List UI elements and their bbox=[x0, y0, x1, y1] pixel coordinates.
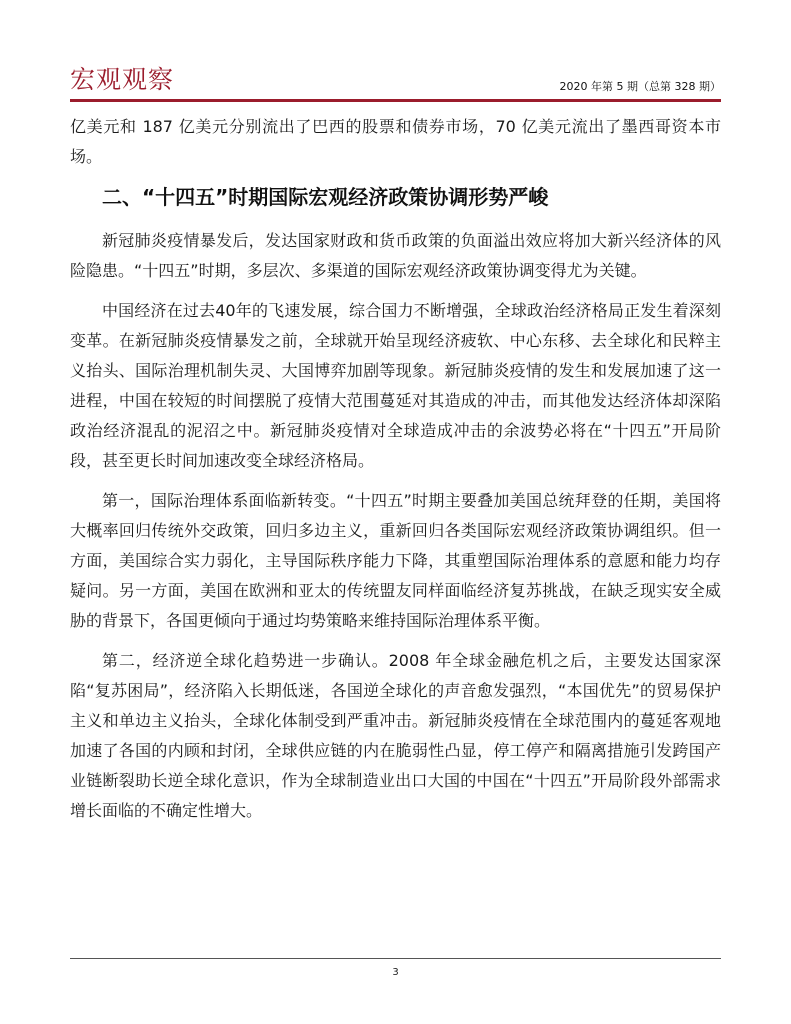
paragraph: 新冠肺炎疫情暴发后，发达国家财政和货币政策的负面溢出效应将加大新兴经济体的风险隐患。“十四五”时期，多层次、多渠道的国际宏观经济政策协调变得尤为关键。 bbox=[70, 231, 721, 280]
paragraph-continued: 亿美元和 187 亿美元分别流出了巴西的股票和债券市场，70 亿美元流出了墨西哥资本市场。 bbox=[70, 117, 721, 166]
section-heading: 二、“十四五”时期国际宏观经济政策协调形势严峻 bbox=[102, 185, 549, 209]
paragraph: 第一，国际治理体系面临新转变。“十四五”时期主要叠加美国总统拜登的任期，美国将大概率回归传统外交政策，回归多边主义，重新回归各类国际宏观经济政策协调组织。但一方面，美国综合实力弱化，主导国际秩序能力下降，其重塑国际治理体系的意愿和能力均存疑问。另一方面，美国在欧洲和亚太的传统盟友同样面临经济复苏挑战，在缺乏现实安全威胁的背景下，各国更倾向于通过均势策略来维持国际治理体系平衡。 bbox=[70, 491, 721, 630]
header-divider bbox=[70, 99, 721, 102]
article-body bbox=[70, 112, 721, 836]
page-number: 3 bbox=[392, 967, 399, 978]
paragraph: 中国经济在过去40年的飞速发展，综合国力不断增强，全球政治经济格局正发生着深刻变革。在新冠肺炎疫情暴发之前，全球就开始呈现经济疲软、中心东移、去全球化和民粹主义抬头、国际治理机制失灵、大国博弈加剧等现象。新冠肺炎疫情的发生和发展加速了这一进程，中国在较短的时间摆脱了疫情大范围蔓延对其造成的冲击，而其他发达经济体却深陷政治经济混乱的泥沼之中。新冠肺炎疫情对全球造成冲击的余波势必将在“十四五”开局阶段，甚至更长时间加速改变全球经济格局。 bbox=[70, 301, 721, 470]
paragraph: 第二，经济逆全球化趋势进一步确认。2008 年全球金融危机之后，主要发达国家深陷“复苏困局”，经济陷入长期低迷，各国逆全球化的声音愈发强烈，“本国优先”的贸易保护主义和单边主义抬头，全球化体制受到严重冲击。新冠肺炎疫情在全球范围内的蔓延客观地加速了各国的内顾和封闭，全球供应链的内在脆弱性凸显，停工停产和隔离措施引发跨国产业链断裂助长逆全球化意识，作为全球制造业出口大国的中国在“十四五”开局阶段外部需求增长面临的不确定性增大。 bbox=[70, 651, 721, 820]
footer-divider bbox=[70, 958, 721, 959]
page-header bbox=[70, 58, 721, 98]
publication-title: 宏观观察 bbox=[70, 65, 175, 94]
issue-number: 2020 年第 5 期（总第 328 期） bbox=[559, 80, 721, 93]
